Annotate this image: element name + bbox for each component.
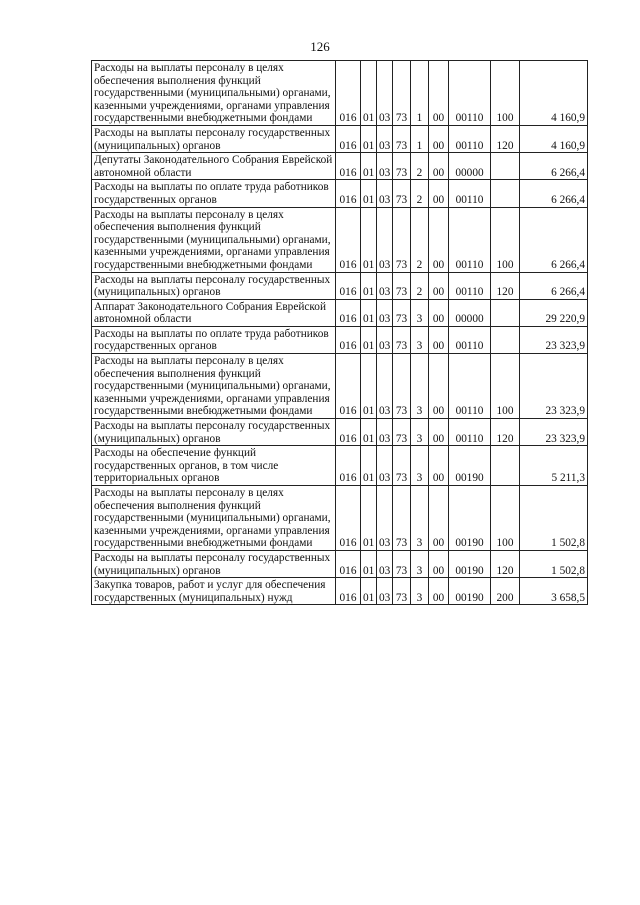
cell-amount: 23 323,9 — [520, 354, 588, 419]
cell-rz: 01 — [361, 180, 377, 207]
cell-target-subprogram: 1 — [411, 61, 429, 126]
cell-pr: 03 — [377, 550, 393, 577]
cell-rz: 01 — [361, 207, 377, 272]
cell-expense-name: Депутаты Законодательного Собрания Еврейской автономной области — [92, 153, 336, 180]
cell-amount: 6 266,4 — [520, 272, 588, 299]
cell-target-program: 73 — [393, 61, 411, 126]
table-row — [92, 326, 588, 353]
cell-pr: 03 — [377, 354, 393, 419]
table-row — [92, 486, 588, 551]
cell-pr: 03 — [377, 446, 393, 486]
cell-target-direction: 00 — [429, 486, 449, 551]
cell-pr: 03 — [377, 326, 393, 353]
cell-target-subprogram: 2 — [411, 272, 429, 299]
cell-expense-type: 120 — [491, 550, 520, 577]
cell-target-program: 73 — [393, 550, 411, 577]
cell-target-subprogram: 3 — [411, 326, 429, 353]
table-row — [92, 578, 588, 605]
cell-target-code: 00190 — [449, 578, 491, 605]
cell-rz: 01 — [361, 578, 377, 605]
cell-expense-type — [491, 153, 520, 180]
cell-target-program: 73 — [393, 207, 411, 272]
cell-target-subprogram: 2 — [411, 207, 429, 272]
cell-amount: 4 160,9 — [520, 125, 588, 152]
cell-target-direction: 00 — [429, 326, 449, 353]
cell-target-code: 00110 — [449, 272, 491, 299]
cell-amount: 5 211,3 — [520, 446, 588, 486]
cell-amount: 1 502,8 — [520, 486, 588, 551]
table-row — [92, 446, 588, 486]
cell-amount: 23 323,9 — [520, 326, 588, 353]
table-row — [92, 550, 588, 577]
cell-target-program: 73 — [393, 354, 411, 419]
cell-expense-type — [491, 299, 520, 326]
cell-target-direction: 00 — [429, 578, 449, 605]
cell-amount: 29 220,9 — [520, 299, 588, 326]
cell-expense-type: 200 — [491, 578, 520, 605]
table-row — [92, 180, 588, 207]
cell-target-subprogram: 3 — [411, 419, 429, 446]
table-row — [92, 61, 588, 126]
cell-amount: 3 658,5 — [520, 578, 588, 605]
cell-pr: 03 — [377, 61, 393, 126]
table-row — [92, 125, 588, 152]
cell-target-code: 00000 — [449, 153, 491, 180]
cell-amount: 23 323,9 — [520, 419, 588, 446]
cell-rz: 01 — [361, 550, 377, 577]
cell-rz: 01 — [361, 486, 377, 551]
cell-target-direction: 00 — [429, 180, 449, 207]
cell-expense-type — [491, 180, 520, 207]
cell-expense-name: Расходы на выплаты персоналу государственных (муниципальных) органов — [92, 272, 336, 299]
cell-target-subprogram: 3 — [411, 550, 429, 577]
cell-target-subprogram: 3 — [411, 578, 429, 605]
cell-target-code: 00190 — [449, 446, 491, 486]
cell-rz: 01 — [361, 61, 377, 126]
cell-gr: 016 — [336, 550, 361, 577]
cell-gr: 016 — [336, 446, 361, 486]
cell-rz: 01 — [361, 272, 377, 299]
cell-gr: 016 — [336, 153, 361, 180]
cell-target-code: 00110 — [449, 354, 491, 419]
cell-target-direction: 00 — [429, 153, 449, 180]
cell-target-program: 73 — [393, 578, 411, 605]
cell-gr: 016 — [336, 578, 361, 605]
cell-expense-name: Расходы на выплаты персоналу государственных (муниципальных) органов — [92, 419, 336, 446]
cell-target-subprogram: 1 — [411, 125, 429, 152]
cell-expense-name: Расходы на выплаты персоналу государственных (муниципальных) органов — [92, 550, 336, 577]
cell-pr: 03 — [377, 419, 393, 446]
table-row — [92, 272, 588, 299]
cell-amount: 1 502,8 — [520, 550, 588, 577]
cell-expense-name: Расходы на выплаты по оплате труда работников государственных органов — [92, 180, 336, 207]
cell-pr: 03 — [377, 299, 393, 326]
budget-table — [91, 60, 588, 605]
cell-target-direction: 00 — [429, 550, 449, 577]
cell-expense-type: 100 — [491, 486, 520, 551]
cell-expense-name: Расходы на выплаты персоналу в целях обеспечения выполнения функций государственными (муниципальными) органами, казенными учреждениями, органами управления государственными внебюджетными фондами — [92, 61, 336, 126]
cell-amount: 4 160,9 — [520, 61, 588, 126]
cell-expense-type: 120 — [491, 419, 520, 446]
cell-target-subprogram: 3 — [411, 354, 429, 419]
cell-pr: 03 — [377, 272, 393, 299]
cell-target-direction: 00 — [429, 354, 449, 419]
cell-target-code: 00190 — [449, 550, 491, 577]
cell-target-program: 73 — [393, 180, 411, 207]
cell-pr: 03 — [377, 125, 393, 152]
cell-target-subprogram: 3 — [411, 446, 429, 486]
cell-pr: 03 — [377, 578, 393, 605]
cell-expense-type: 100 — [491, 207, 520, 272]
cell-target-subprogram: 3 — [411, 486, 429, 551]
table-row — [92, 354, 588, 419]
cell-target-direction: 00 — [429, 272, 449, 299]
cell-pr: 03 — [377, 180, 393, 207]
cell-target-code: 00110 — [449, 207, 491, 272]
cell-target-subprogram: 3 — [411, 299, 429, 326]
cell-target-code: 00110 — [449, 180, 491, 207]
cell-amount: 6 266,4 — [520, 180, 588, 207]
cell-rz: 01 — [361, 125, 377, 152]
cell-target-program: 73 — [393, 153, 411, 180]
cell-target-direction: 00 — [429, 299, 449, 326]
cell-rz: 01 — [361, 446, 377, 486]
cell-pr: 03 — [377, 207, 393, 272]
cell-expense-name: Расходы на обеспечение функций государственных органов, в том числе территориальных органов — [92, 446, 336, 486]
cell-gr: 016 — [336, 354, 361, 419]
cell-target-code: 00110 — [449, 61, 491, 126]
cell-gr: 016 — [336, 486, 361, 551]
cell-target-program: 73 — [393, 486, 411, 551]
cell-target-code: 00190 — [449, 486, 491, 551]
budget-table-body — [92, 61, 588, 605]
page-number: 126 — [310, 39, 330, 54]
cell-target-direction: 00 — [429, 446, 449, 486]
cell-expense-name: Закупка товаров, работ и услуг для обеспечения государственных (муниципальных) нужд — [92, 578, 336, 605]
cell-rz: 01 — [361, 354, 377, 419]
cell-target-program: 73 — [393, 446, 411, 486]
cell-gr: 016 — [336, 419, 361, 446]
cell-expense-type: 100 — [491, 61, 520, 126]
cell-target-program: 73 — [393, 125, 411, 152]
cell-target-code: 00110 — [449, 125, 491, 152]
table-row — [92, 299, 588, 326]
cell-target-code: 00000 — [449, 299, 491, 326]
cell-amount: 6 266,4 — [520, 153, 588, 180]
cell-target-code: 00110 — [449, 326, 491, 353]
cell-gr: 016 — [336, 125, 361, 152]
table-row — [92, 207, 588, 272]
cell-target-subprogram: 2 — [411, 153, 429, 180]
cell-rz: 01 — [361, 299, 377, 326]
cell-gr: 016 — [336, 272, 361, 299]
cell-target-program: 73 — [393, 272, 411, 299]
cell-gr: 016 — [336, 61, 361, 126]
cell-target-subprogram: 2 — [411, 180, 429, 207]
table-row — [92, 419, 588, 446]
cell-pr: 03 — [377, 153, 393, 180]
cell-target-program: 73 — [393, 326, 411, 353]
cell-gr: 016 — [336, 299, 361, 326]
cell-rz: 01 — [361, 326, 377, 353]
cell-expense-type: 120 — [491, 125, 520, 152]
cell-gr: 016 — [336, 207, 361, 272]
cell-expense-name: Расходы на выплаты персоналу в целях обеспечения выполнения функций государственными (муниципальными) органами, казенными учреждениями, органами управления государственными внебюджетными фондами — [92, 486, 336, 551]
cell-target-direction: 00 — [429, 419, 449, 446]
table-row — [92, 153, 588, 180]
cell-rz: 01 — [361, 153, 377, 180]
cell-gr: 016 — [336, 180, 361, 207]
cell-target-direction: 00 — [429, 61, 449, 126]
cell-expense-type — [491, 446, 520, 486]
cell-target-program: 73 — [393, 419, 411, 446]
cell-expense-name: Расходы на выплаты по оплате труда работников государственных органов — [92, 326, 336, 353]
cell-target-direction: 00 — [429, 125, 449, 152]
cell-target-direction: 00 — [429, 207, 449, 272]
cell-expense-name: Расходы на выплаты персоналу государственных (муниципальных) органов — [92, 125, 336, 152]
cell-expense-name: Расходы на выплаты персоналу в целях обеспечения выполнения функций государственными (муниципальными) органами, казенными учреждениями, органами управления государственными внебюджетными фондами — [92, 354, 336, 419]
cell-target-program: 73 — [393, 299, 411, 326]
cell-gr: 016 — [336, 326, 361, 353]
cell-expense-type: 100 — [491, 354, 520, 419]
cell-expense-type: 120 — [491, 272, 520, 299]
cell-expense-type — [491, 326, 520, 353]
cell-rz: 01 — [361, 419, 377, 446]
cell-pr: 03 — [377, 486, 393, 551]
cell-target-code: 00110 — [449, 419, 491, 446]
cell-amount: 6 266,4 — [520, 207, 588, 272]
cell-expense-name: Аппарат Законодательного Собрания Еврейской автономной области — [92, 299, 336, 326]
cell-expense-name: Расходы на выплаты персоналу в целях обеспечения выполнения функций государственными (муниципальными) органами, казенными учреждениями, органами управления государственными внебюджетными фондами — [92, 207, 336, 272]
